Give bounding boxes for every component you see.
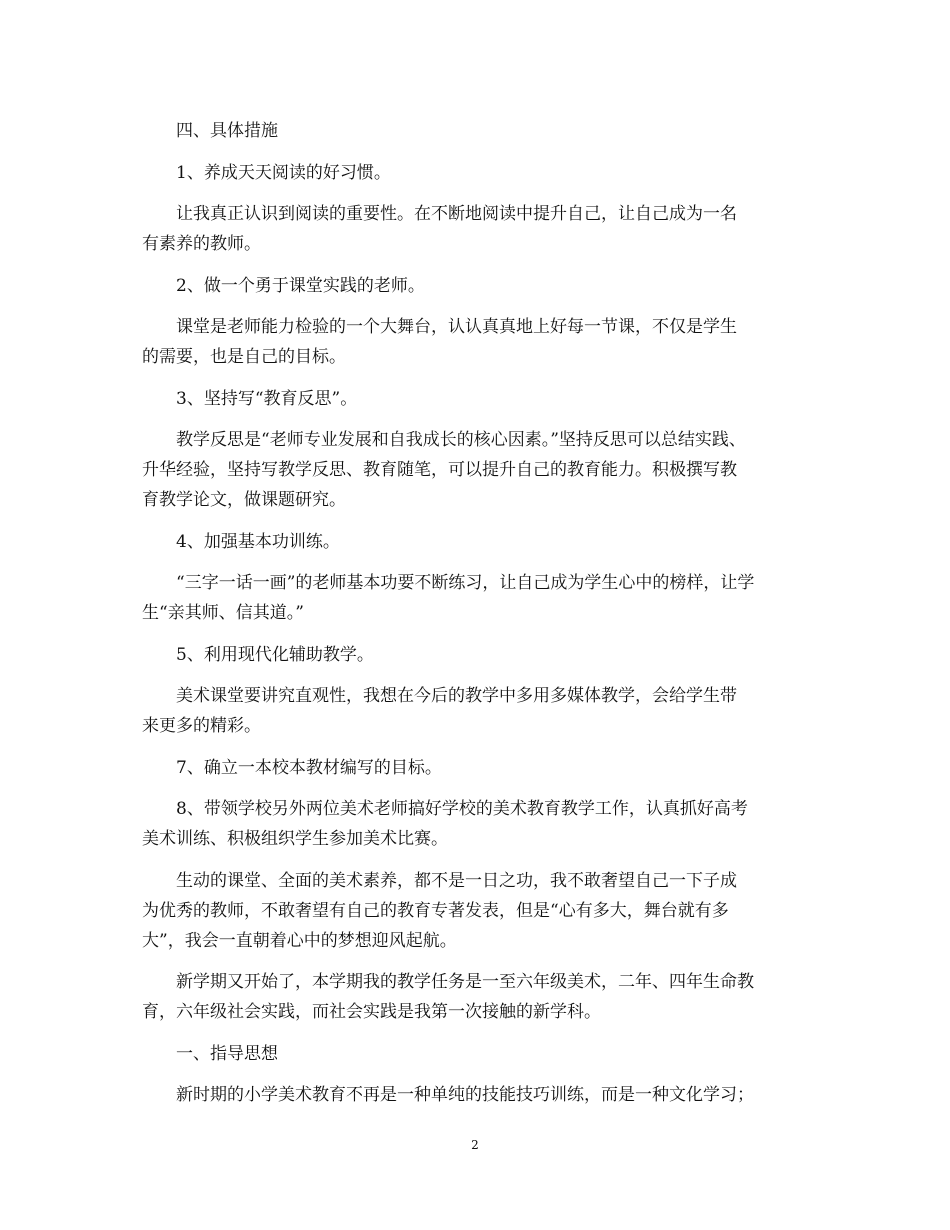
body-paragraph: [142, 967, 812, 1027]
body-paragraph: [142, 568, 812, 628]
text-line: 生动的课堂、全面的美术素养，都不是一日之功，我不敢奢望自己一下子成: [176, 870, 737, 891]
list-item-heading: [142, 271, 812, 301]
text-line: 美术课堂要讲究直观性，我想在今后的教学中多用多媒体教学，会给学生带: [176, 686, 737, 706]
body-paragraph: [142, 199, 812, 259]
text-line: 5、利用现代化辅助教学。: [176, 644, 374, 665]
text-line: 有素养的教师。: [142, 234, 261, 254]
text-line: 2、做一个勇于课堂实践的老师。: [176, 275, 425, 296]
body-paragraph: [142, 681, 812, 741]
page-number: 2: [471, 1138, 479, 1152]
text-line: 1、养成天天阅读的好习惯。: [176, 162, 391, 183]
text-line: 新学期又开始了，本学期我的教学任务是一至六年级美术，二年、四年生命教: [176, 972, 754, 992]
text-line: 8、带领学校另外两位美术老师搞好学校的美术教育教学工作，认真抓好高考: [176, 799, 748, 819]
text-line: 生“亲其师、信其道。”: [142, 603, 304, 623]
list-item-heading: [142, 753, 812, 783]
body-paragraph: [142, 1080, 812, 1110]
list-item-heading: [142, 794, 812, 854]
text-line: 让我真正认识到阅读的重要性。在不断地阅读中提升自己，让自己成为一名: [176, 204, 737, 224]
text-line: 7、确立一本校本教材编写的目标。: [176, 757, 442, 778]
text-line: 美术训练、积极组织学生参加美术比赛。: [142, 829, 448, 849]
list-item-heading: [142, 527, 812, 557]
document-body: [142, 116, 812, 1122]
text-line: 课堂是老师能力检验的一个大舞台，认认真真地上好每一节课，不仅是学生: [176, 317, 737, 337]
body-paragraph: [142, 312, 812, 372]
text-line: “三字一话一画”的老师基本功要不断练习，让自己成为学生心中的榜样，让学: [176, 573, 755, 593]
text-line: 教学反思是“老师专业发展和自我成长的核心因素。”坚持反思可以总结实践、: [176, 430, 746, 450]
text-line: 新时期的小学美术教育不再是一种单纯的技能技巧训练，而是一种文化学习；: [176, 1085, 754, 1105]
list-item-heading: [142, 384, 812, 414]
text-line: 一、指导思想: [176, 1043, 278, 1064]
section-heading: [142, 116, 812, 146]
text-line: 为优秀的教师，不敢奢望有自己的教育专著发表，但是“心有多大，舞台就有多: [142, 900, 729, 921]
text-line: 来更多的精彩。: [142, 716, 261, 736]
text-line: 4、加强基本功训练。: [176, 531, 340, 552]
body-paragraph: [142, 425, 812, 515]
text-line: 升华经验，坚持写教学反思、教育随笔，可以提升自己的教育能力。积极撰写教: [142, 460, 737, 480]
text-line: 育，六年级社会实践，而社会实践是我第一次接触的新学科。: [142, 1002, 601, 1022]
list-item-heading: [142, 640, 812, 670]
text-line: 的需要，也是自己的目标。: [142, 347, 346, 367]
text-line: 大”，我会一直朝着心中的梦想迎风起航。: [142, 930, 457, 951]
text-line: 四、具体措施: [176, 121, 278, 141]
text-line: 3、坚持写“教育反思”。: [176, 388, 358, 409]
list-item-heading: [142, 158, 812, 188]
body-paragraph: [142, 866, 812, 956]
section-heading: [142, 1039, 812, 1069]
text-line: 育教学论文，做课题研究。: [142, 490, 346, 510]
